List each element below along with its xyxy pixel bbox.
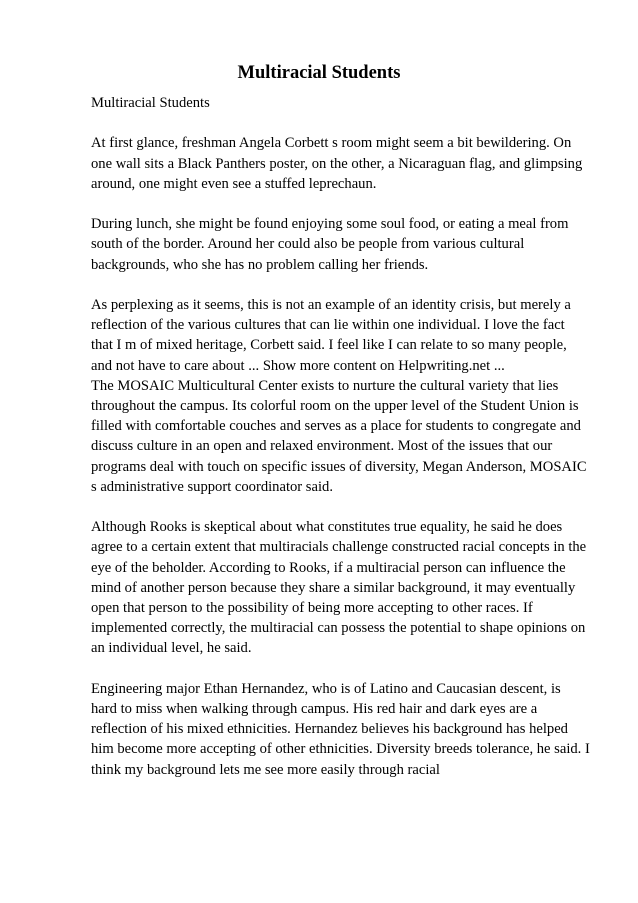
body-paragraph-1: At first glance, freshman Angela Corbett s room might seem a bit bewildering. On one wall sits a Black Panthers poster, on the other, a Nicaraguan flag, and glimpsing around, one might even see a stuffed leprechaun. bbox=[91, 135, 583, 192]
body-paragraph-3: As perplexing as it seems, this is not an example of an identity crisis, but merely a reflection of the various cultures that can lie within one individual. I love the fact that I m of mixed heritage, Corbett said. I feel like I can relate to so many people, and not have to care about ... Show more content on Helpwriting.net ... The MOSAIC Multicultural Center exists to nurture the cultural variety that lies throughout the campus. Its colorful room on the upper level of the Student Union is filled with comfortable couches and serves as a place for students to congregate and discuss culture in an open and relaxed environment. Most of the issues that our programs deal with touch on specific issues of diversity, Megan Anderson, MOSAIC s administrative support coordinator said. bbox=[91, 296, 587, 495]
body-paragraph-5: Engineering major Ethan Hernandez, who is of Latino and Caucasian descent, is hard to miss when walking through campus. His red hair and dark eyes are a reflection of his mixed ethnicities. Hernandez believes his background has helped him become more accepting of other ethnicities. Diversity breeds tolerance, he said. I think my background lets me see more easily through racial bbox=[91, 680, 590, 778]
document-body bbox=[91, 93, 601, 800]
document-title: Multiracial Students bbox=[237, 63, 401, 83]
body-paragraph-4: Although Rooks is skeptical about what constitutes true equality, he said he does agree to a certain extent that multiracials challenge constructed racial concepts in the eye of the beholder. According to Rooks, if a multiracial person can influence the mind of another person because they share a similar background, it may eventually open that person to the possibility of being more accepting to other races. If implemented correctly, the multiracial can possess the potential to shape opinions on an individual level, he said. bbox=[91, 519, 587, 657]
body-paragraph-2: During lunch, she might be found enjoying some soul food, or eating a meal from south of the border. Around her could also be people from various cultural backgrounds, who she has no problem calling her friends. bbox=[91, 216, 569, 273]
subtitle-paragraph: Multiracial Students bbox=[91, 95, 210, 111]
